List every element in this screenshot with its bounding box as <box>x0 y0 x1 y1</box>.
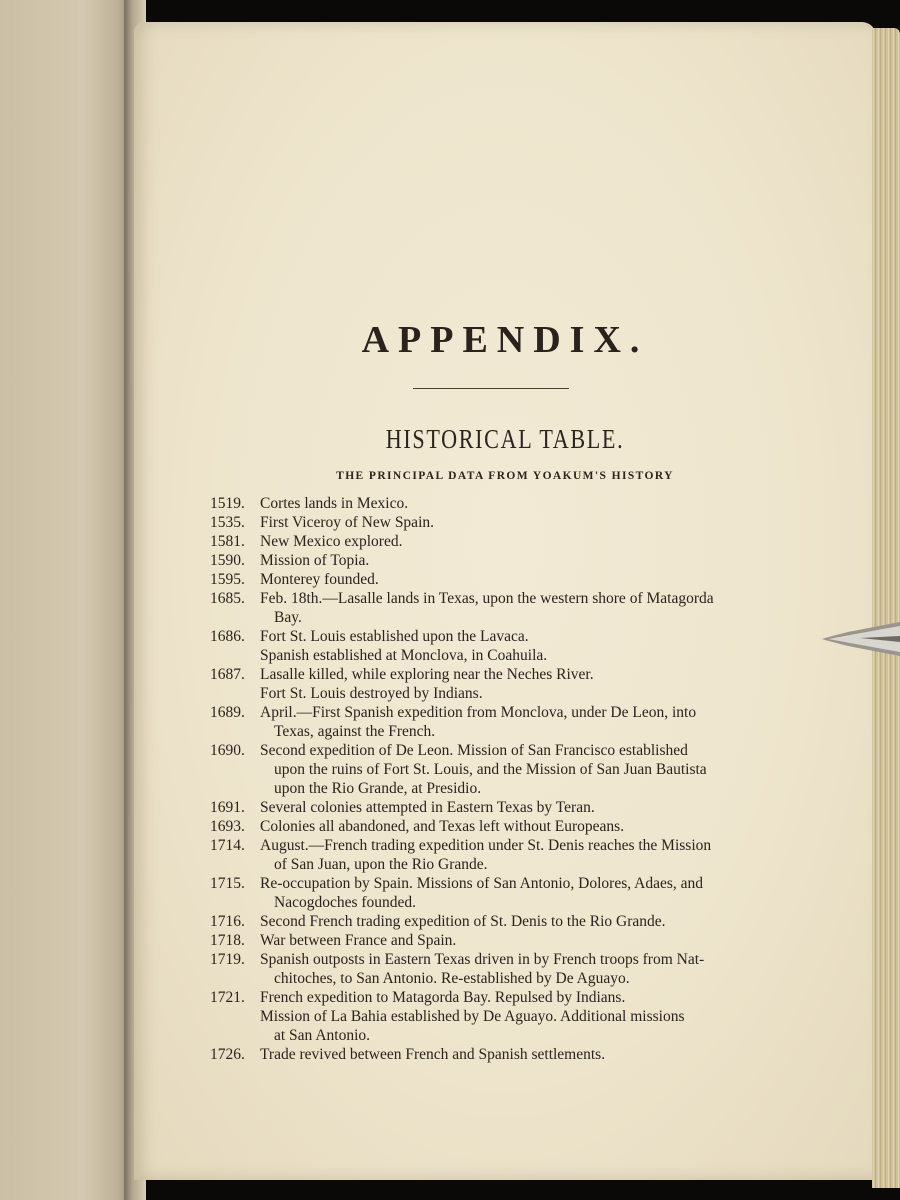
entry-year: 1595. <box>210 571 245 588</box>
entry-year: 1719. <box>210 951 245 968</box>
entry-text <box>260 532 776 551</box>
entry-text <box>260 874 776 912</box>
entry-line: at San Antonio. <box>274 1027 371 1044</box>
entry-line: Monterey founded. <box>260 571 379 588</box>
entry-text <box>260 513 776 532</box>
timeline-entry <box>210 874 776 912</box>
entry-text <box>260 551 776 570</box>
entry-text <box>260 931 776 950</box>
entry-text <box>260 741 776 798</box>
entry-year: 1714. <box>210 837 245 854</box>
timeline-entry <box>210 912 776 931</box>
entry-year: 1690. <box>210 742 245 759</box>
entry-line: Second expedition of De Leon. Mission of San Francisco established <box>260 742 688 759</box>
section-heading: HISTORICAL TABLE. <box>385 424 625 454</box>
entry-line: chitoches, to San Antonio. Re-established by De Aguayo. <box>274 970 630 987</box>
timeline-entry <box>210 931 776 950</box>
page-title: APPENDIX. <box>361 319 649 361</box>
section-caption: THE PRINCIPAL DATA FROM YOAKUM'S HISTORY <box>336 470 674 482</box>
timeline-entry <box>210 665 776 703</box>
entry-line: Re-occupation by Spain. Missions of San Antonio, Dolores, Adaes, and <box>260 875 703 892</box>
entry-line: Mission of Topia. <box>260 552 370 569</box>
entry-text <box>260 494 776 513</box>
entry-text <box>260 665 776 703</box>
entry-year: 1715. <box>210 875 245 892</box>
timeline-entry <box>210 494 776 513</box>
entry-text <box>260 836 776 874</box>
entry-line: Colonies all abandoned, and Texas left without Europeans. <box>260 818 625 835</box>
entry-year: 1716. <box>210 913 245 930</box>
entry-text <box>260 703 776 741</box>
timeline-entry <box>210 836 776 874</box>
timeline-entry <box>210 703 776 741</box>
entry-line: War between France and Spain. <box>260 932 457 949</box>
entry-line: First Viceroy of New Spain. <box>260 514 434 531</box>
timeline-entry <box>210 513 776 532</box>
timeline-entry <box>210 741 776 798</box>
entry-line: Texas, against the French. <box>274 723 436 740</box>
timeline-entry <box>210 532 776 551</box>
entry-year: 1535. <box>210 514 245 531</box>
entry-line: Fort St. Louis established upon the Lavaca. <box>260 628 529 645</box>
entry-text <box>260 798 776 817</box>
entry-line: Mission of La Bahia established by De Aguayo. Additional missions <box>260 1008 685 1025</box>
timeline-entry <box>210 950 776 988</box>
entry-year: 1590. <box>210 552 245 569</box>
entry-text <box>260 950 776 988</box>
entry-line: Lasalle killed, while exploring near the Neches River. <box>260 666 594 683</box>
entry-text <box>260 912 776 931</box>
entry-line: Feb. 18th.—Lasalle lands in Texas, upon the western shore of Matagorda <box>260 590 714 607</box>
entry-year: 1693. <box>210 818 245 835</box>
entry-line: Fort St. Louis destroyed by Indians. <box>260 685 483 702</box>
entry-line: Second French trading expedition of St. Denis to the Rio Grande. <box>260 913 666 930</box>
timeline-entry <box>210 627 776 665</box>
metal-bookmark-icon <box>820 616 900 662</box>
entry-text <box>260 570 776 589</box>
entry-line: April.—First Spanish expedition from Monclova, under De Leon, into <box>260 704 697 721</box>
entry-year: 1687. <box>210 666 245 683</box>
entry-line: of San Juan, upon the Rio Grande. <box>274 856 488 873</box>
entry-text <box>260 1045 776 1064</box>
entry-year: 1691. <box>210 799 245 816</box>
timeline-entry <box>210 817 776 836</box>
entry-line: Spanish established at Monclova, in Coahuila. <box>260 647 548 664</box>
entry-line: Cortes lands in Mexico. <box>260 495 409 512</box>
entry-text <box>260 627 776 665</box>
entry-line: New Mexico explored. <box>260 533 403 550</box>
entry-line: Nacogdoches founded. <box>274 894 417 911</box>
timeline-entry <box>210 589 776 627</box>
entry-line: August.—French trading expedition under St. Denis reaches the Mission <box>260 837 712 854</box>
entry-line: upon the ruins of Fort St. Louis, and the Mission of San Juan Bautista <box>274 761 707 778</box>
entry-text <box>260 988 776 1045</box>
entry-line: Several colonies attempted in Eastern Texas by Teran. <box>260 799 595 816</box>
timeline-entry <box>210 798 776 817</box>
entry-year: 1721. <box>210 989 245 1006</box>
timeline-entry <box>210 551 776 570</box>
entry-line: Bay. <box>274 609 302 626</box>
entry-year: 1581. <box>210 533 245 550</box>
page-edges <box>872 28 900 1188</box>
entry-year: 1519. <box>210 495 245 512</box>
entry-line: French expedition to Matagorda Bay. Repulsed by Indians. <box>260 989 626 1006</box>
historical-timeline <box>210 494 776 1064</box>
entry-year: 1686. <box>210 628 245 645</box>
entry-text <box>260 589 776 627</box>
entry-year: 1718. <box>210 932 245 949</box>
entry-text <box>260 817 776 836</box>
timeline-entry <box>210 1045 776 1064</box>
title-divider <box>413 388 569 389</box>
entry-line: upon the Rio Grande, at Presidio. <box>274 780 482 797</box>
entry-year: 1685. <box>210 590 245 607</box>
entry-year: 1726. <box>210 1046 245 1063</box>
entry-line: Spanish outposts in Eastern Texas driven in by French troops from Nat- <box>260 951 705 968</box>
timeline-entry <box>210 570 776 589</box>
left-page <box>0 0 138 1200</box>
entry-line: Trade revived between French and Spanish settlements. <box>260 1046 606 1063</box>
entry-year: 1689. <box>210 704 245 721</box>
timeline-entry <box>210 988 776 1045</box>
